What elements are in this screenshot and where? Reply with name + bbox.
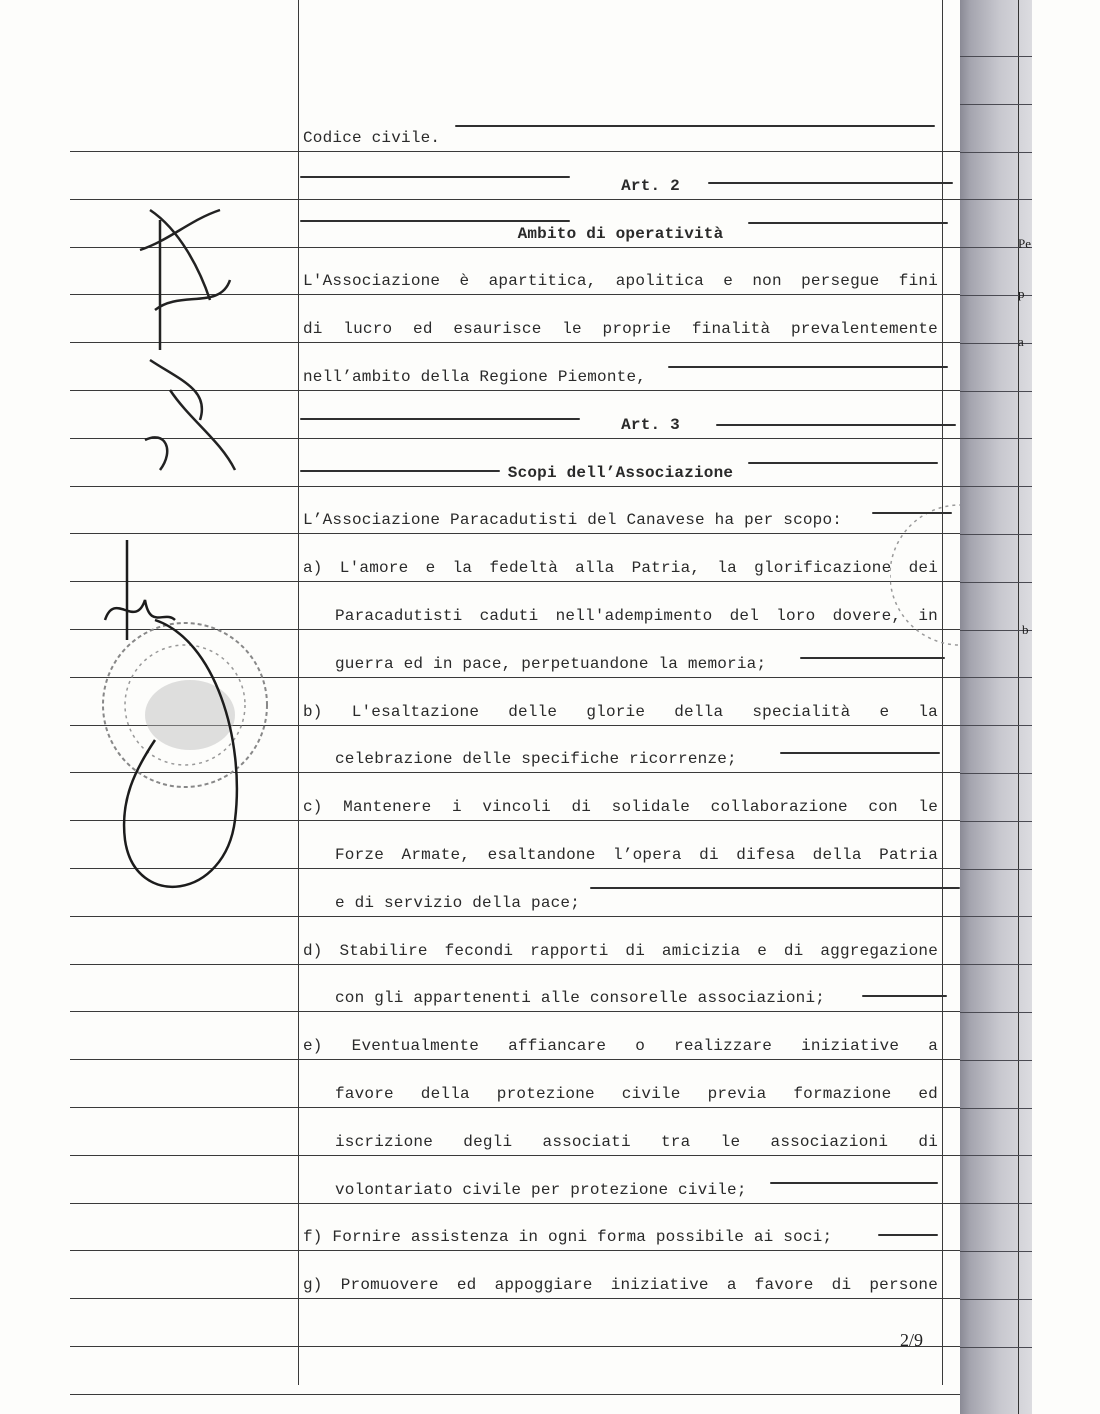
- pen-fill-stroke: [800, 657, 945, 659]
- text-line: di lucro ed esaurisce le proprie finalità prevalentemente: [303, 320, 938, 339]
- text-line: Forze Armate, esaltandone l’opera di difesa della Patria: [335, 846, 938, 864]
- adjacent-fragment: p: [1018, 286, 1025, 301]
- ruled-line: [70, 1298, 960, 1299]
- pen-fill-stroke: [780, 752, 940, 754]
- ruled-line: [70, 1250, 960, 1251]
- adjacent-page-edge: [960, 0, 1032, 1414]
- ruled-line: [70, 1203, 960, 1204]
- text-line: guerra ed in pace, perpetuandone la memoria;: [335, 654, 767, 673]
- text-line: Paracadutisti caduti nell'adempimento del loro dovere, in: [335, 607, 938, 625]
- pen-fill-stroke: [872, 512, 952, 514]
- text-line: c) Mantenere i vincoli di solidale collaborazione con le: [303, 798, 938, 817]
- pen-fill-stroke: [770, 1182, 938, 1184]
- text-line: f) Fornire assistenza in ogni forma possibile ai soci;: [303, 1228, 833, 1247]
- section-heading: Art. 3: [621, 415, 680, 434]
- ruled-line: [70, 1394, 960, 1395]
- handwritten-signature-bottom: [95, 540, 245, 920]
- pen-fill-stroke: [878, 1234, 938, 1236]
- handwritten-signature-top: [120, 190, 250, 490]
- ruled-line: [70, 1059, 960, 1060]
- pen-fill-stroke: [455, 125, 935, 127]
- text-line: Codice civile.: [303, 129, 441, 147]
- left-margin-rule: [298, 0, 299, 1385]
- ruled-line: [70, 533, 960, 534]
- page-number: 2/9: [900, 1330, 924, 1350]
- text-line: e di servizio della pace;: [335, 893, 581, 912]
- adjacent-fragment: a: [1018, 334, 1024, 349]
- text-line: b) L'esaltazione delle glorie della specialità e la: [303, 702, 938, 721]
- ruled-line: [70, 1107, 960, 1108]
- text-line: con gli appartenenti alle consorelle associazioni;: [335, 989, 826, 1008]
- right-margin-rule: [942, 0, 943, 1385]
- text-line: volontariato civile per protezione civile;: [335, 1180, 747, 1199]
- ruled-line: [70, 151, 960, 152]
- ruled-line: [70, 1155, 960, 1156]
- ruled-line: [70, 1346, 960, 1347]
- ruled-line: [70, 1011, 960, 1012]
- text-line: e) Eventualmente affiancare o realizzare iniziative a: [303, 1037, 938, 1056]
- text-line: nell’ambito della Regione Piemonte,: [303, 368, 647, 386]
- text-line: g) Promuovere ed appoggiare iniziative a favore di persone: [303, 1276, 938, 1295]
- text-line: celebrazione delle specifiche ricorrenze;: [335, 750, 737, 769]
- pen-fill-stroke: [590, 887, 960, 889]
- section-heading: Ambito di operatività: [517, 224, 724, 243]
- adjacent-fragment: Pe: [1018, 236, 1031, 251]
- section-heading: Scopi dell’Associazione: [507, 463, 734, 482]
- adjacent-fragment: b: [1022, 622, 1029, 637]
- text-line: L'Associazione è apartitica, apolitica e non persegue fini: [303, 272, 938, 291]
- text-line: d) Stabilire fecondi rapporti di amicizia e di aggregazione: [303, 941, 938, 960]
- pen-fill-stroke: [862, 995, 947, 997]
- pen-fill-stroke: [300, 220, 570, 222]
- text-line: a) L'amore e la fedeltà alla Patria, la glorificazione dei: [303, 559, 938, 578]
- section-heading: Art. 2: [621, 176, 680, 195]
- text-line: favore della protezione civile previa formazione ed: [335, 1085, 938, 1103]
- ruled-line: [70, 964, 960, 965]
- text-line: iscrizione degli associati tra le associazioni di: [335, 1132, 938, 1151]
- text-line: L’Associazione Paracadutisti del Canavese ha per scopo:: [303, 511, 843, 530]
- pen-fill-stroke: [668, 366, 948, 368]
